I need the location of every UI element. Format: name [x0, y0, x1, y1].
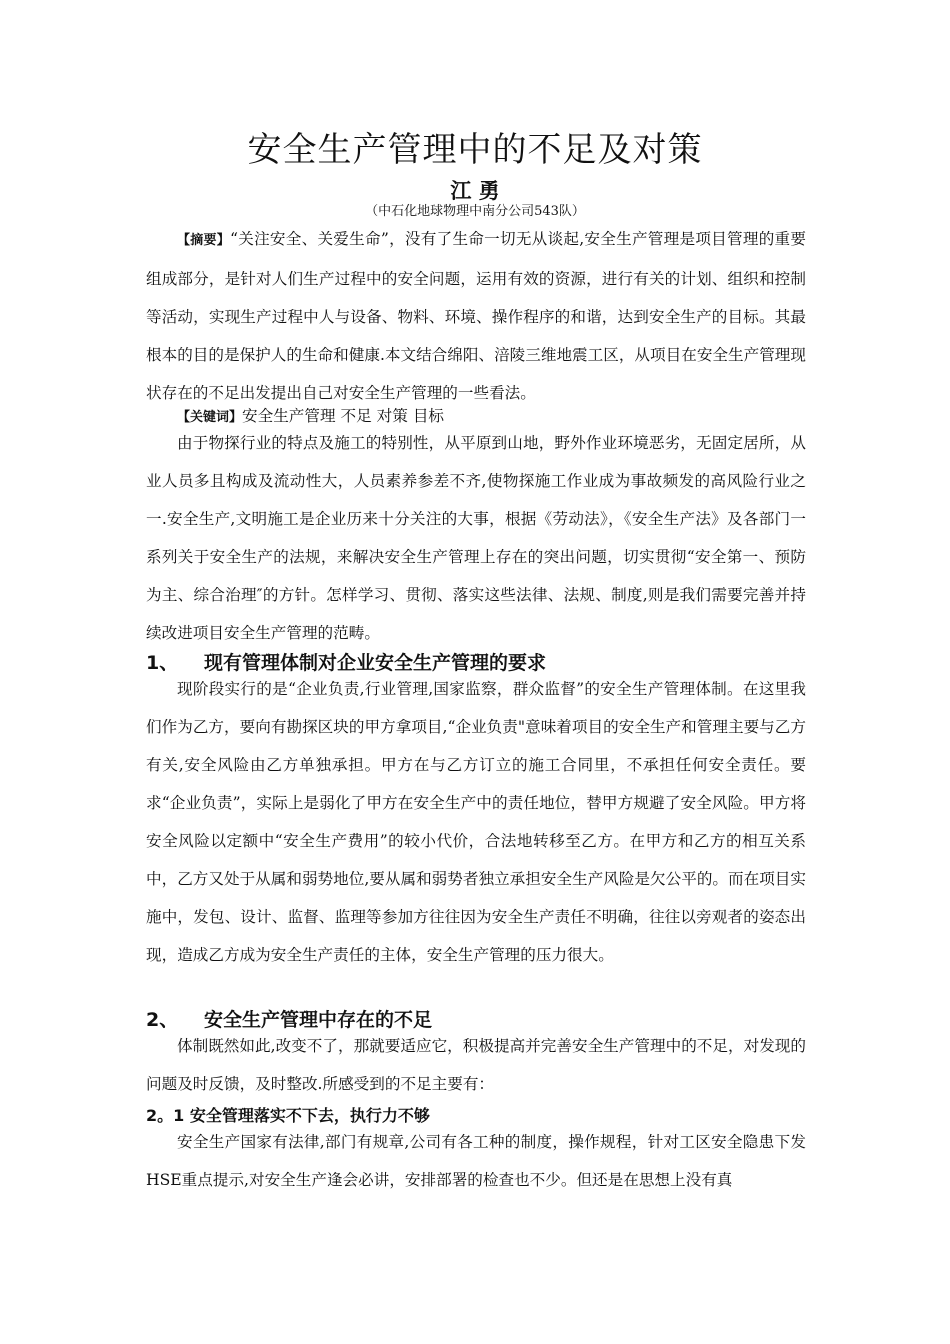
section-2-title: 安全生产管理中存在的不足 [204, 1009, 433, 1031]
section-2-number: 2、 [146, 1009, 179, 1031]
section-1-title: 现有管理体制对企业安全生产管理的要求 [204, 652, 547, 674]
document-title: 安全生产管理中的不足及对策 [247, 130, 703, 170]
section-1-number: 1、 [146, 652, 179, 674]
intro-paragraph: 由于物探行业的特点及施工的特别性，从平原到山地，野外作业环境恶劣，无固定居所，从业人员多且构成及流动性大，人员素养参差不齐,使物探施工作业成为事故频发的高风险行业之一.安全生产,文明施工是企业历来十分关注的大事，根据《劳动法》，《安全生产法》及各部门一系列关于安全生产的法规，来解决安全生产管理上存在的突出问题，切实贯彻“安全第一、预防为主、综合治理″的方针。怎样学习、贯彻、落实这些法律、法规、制度,则是我们需要完善并持续改进项目安全生产管理的范畴。 [146, 434, 806, 642]
section-1-paragraph: 现阶段实行的是“企业负责,行业管理,国家监察，群众监督”的安全生产管理体制。在这里我们作为乙方，要向有勘探区块的甲方拿项目,“企业负责"意味着项目的安全生产和管理主要与乙方有关,安全风险由乙方单独承担。甲方在与乙方订立的施工合同里，不承担任何安全责任。要求“企业负责”，实际上是弱化了甲方在安全生产中的责任地位，替甲方规避了安全风险。甲方将安全风险以定额中“安全生产费用”的较小代价，合法地转移至乙方。在甲方和乙方的相互关系中，乙方又处于从属和弱势地位,要从属和弱势者独立承担安全生产风险是欠公平的。而在项目实施中，发包、设计、监督、监理等参加方往往因为安全生产责任不明确，往往以旁观者的姿态出现，造成乙方成为安全生产责任的主体，安全生产管理的压力很大。 [146, 680, 806, 964]
section-2-paragraph: 体制既然如此,改变不了，那就要适应它，积极提高并完善安全生产管理中的不足，对发现的问题及时反馈，及时整改.所感受到的不足主要有： [146, 1037, 806, 1093]
abstract-label: 【摘要】 [177, 233, 231, 248]
section-2-1-heading: 2。1 安全管理落实不下去，执行力不够 [146, 1106, 430, 1125]
section-2-1-paragraph: 安全生产国家有法律,部门有规章,公司有各工种的制度，操作规程，针对工区安全隐患下发HSE重点提示,对安全生产逢会必讲，安排部署的检查也不少。但还是在思想上没有真 [146, 1133, 806, 1189]
abstract-text: “关注安全、关爱生命”，没有了生命一切无从谈起,安全生产管理是项目管理的重要组成部分，是针对人们生产过程中的安全问题，运用有效的资源，进行有关的计划、组织和控制等活动，实现生产过程中人与设备、物料、环境、操作程序的和谐，达到安全生产的目标。其最根本的目的是保护人的生命和健康.本文结合绵阳、涪陵三维地震工区，从项目在安全生产管理现状存在的不足出发提出自己对安全生产管理的一些看法。 [146, 230, 806, 402]
keywords-label: 【关键词】 [177, 410, 243, 425]
keywords-text: 安全生产管理 不足 对策 目标 [242, 407, 445, 425]
author-name: 江 勇 [450, 179, 500, 203]
abstract-paragraph [146, 220, 806, 412]
author-affiliation: （中石化地球物理中南分公司543队） [365, 204, 585, 219]
